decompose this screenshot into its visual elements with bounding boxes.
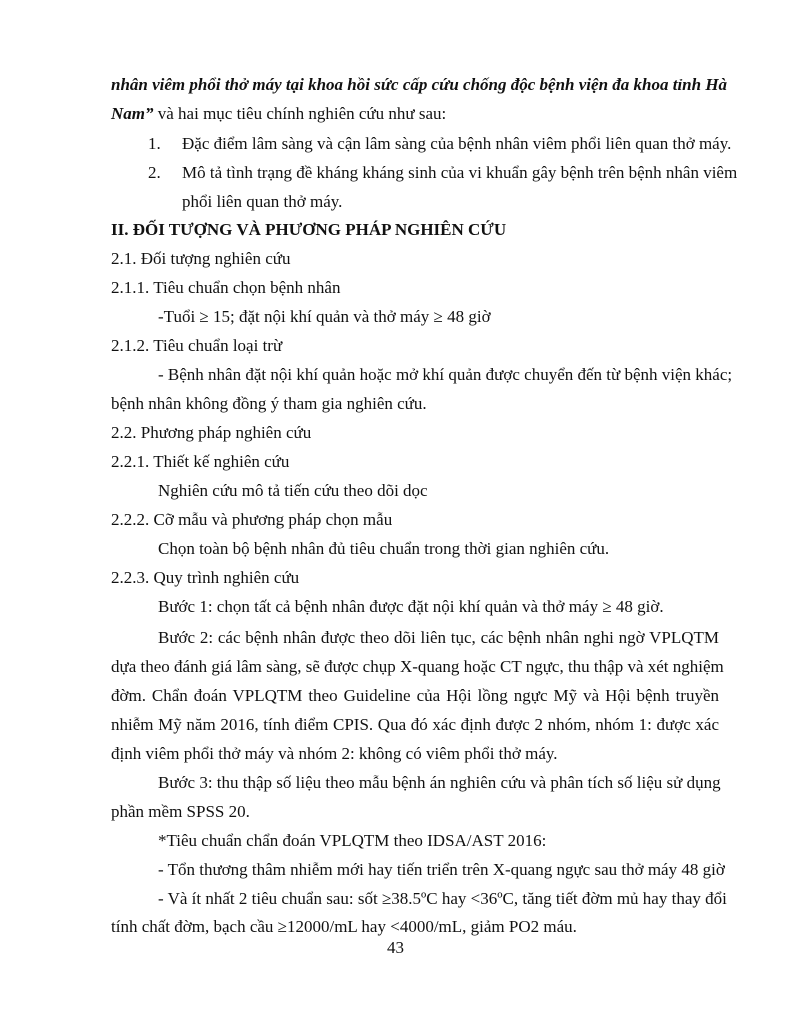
step-2-line-2: dựa theo đánh giá lâm sàng, sẽ được chụp X-quang hoặc CT ngực, thu thập và xét nghiệm bbox=[111, 657, 724, 676]
text-2-2-1: Nghiên cứu mô tả tiến cứu theo dõi dọc bbox=[158, 481, 428, 500]
objective-1-number: 1. bbox=[148, 134, 161, 153]
page-number: 43 bbox=[387, 938, 404, 957]
text-2-1-1: -Tuổi ≥ 15; đặt nội khí quản và thở máy ≥ 48 giờ bbox=[158, 307, 491, 326]
criteria-2-line-1: - Và ít nhất 2 tiêu chuẩn sau: sốt ≥38.5ºC hay <36ºC, tăng tiết đờm mủ hay thay đổi bbox=[158, 889, 727, 908]
objective-1-text: Đặc điểm lâm sàng và cận lâm sàng của bệnh nhân viêm phổi liên quan thở máy. bbox=[182, 134, 732, 153]
intro-line-2-rest: và hai mục tiêu chính nghiên cứu như sau: bbox=[153, 104, 447, 123]
step-2-line-1: Bước 2: các bệnh nhân được theo dõi liên tục, các bệnh nhân nghi ngờ VPLQTM bbox=[158, 628, 719, 647]
intro-line-2 bbox=[111, 103, 446, 125]
text-2-1-2-line-2: bệnh nhân không đồng ý tham gia nghiên cứu. bbox=[111, 394, 427, 413]
intro-line-2-italic: Nam” bbox=[111, 104, 154, 123]
heading-2-2-1: 2.2.1. Thiết kế nghiên cứu bbox=[111, 452, 290, 471]
step-1: Bước 1: chọn tất cả bệnh nhân được đặt nội khí quản và thở máy ≥ 48 giờ. bbox=[158, 597, 664, 616]
section-heading: II. ĐỐI TƯỢNG VÀ PHƯƠNG PHÁP NGHIÊN CỨU bbox=[111, 220, 507, 239]
step-2-line-3: đờm. Chẩn đoán VPLQTM theo Guideline của Hội lồng ngực Mỹ và Hội bệnh truyền bbox=[111, 686, 719, 705]
heading-2-2: 2.2. Phương pháp nghiên cứu bbox=[111, 423, 312, 442]
intro-line-1: nhân viêm phổi thở máy tại khoa hồi sức cấp cứu chống độc bệnh viện đa khoa tỉnh Hà bbox=[111, 75, 728, 94]
objective-1 bbox=[148, 133, 731, 155]
step-2-line-4: nhiễm Mỹ năm 2016, tính điểm CPIS. Qua đó xác định được 2 nhóm, nhóm 1: được xác bbox=[111, 715, 719, 734]
step-3-line-2: phần mềm SPSS 20. bbox=[111, 802, 250, 821]
text-2-2-2: Chọn toàn bộ bệnh nhân đủ tiêu chuẩn trong thời gian nghiên cứu. bbox=[158, 539, 610, 558]
heading-2-1: 2.1. Đối tượng nghiên cứu bbox=[111, 249, 291, 268]
step-3-line-1: Bước 3: thu thập số liệu theo mẫu bệnh án nghiên cứu và phân tích số liệu sử dụng bbox=[158, 773, 721, 792]
objective-2-number: 2. bbox=[148, 163, 161, 182]
criteria-title: *Tiêu chuẩn chẩn đoán VPLQTM theo IDSA/AST 2016: bbox=[158, 831, 547, 850]
objective-2-cont: phổi liên quan thở máy. bbox=[182, 192, 343, 211]
criteria-1: - Tổn thương thâm nhiễm mới hay tiến triển trên X-quang ngực sau thở máy 48 giờ bbox=[158, 860, 725, 879]
heading-2-1-1: 2.1.1. Tiêu chuẩn chọn bệnh nhân bbox=[111, 278, 341, 297]
text-2-1-2-line-1: - Bệnh nhân đặt nội khí quản hoặc mở khí quản được chuyển đến từ bệnh viện khác; bbox=[158, 365, 733, 384]
step-2-line-5: định viêm phổi thở máy và nhóm 2: không có viêm phổi thở máy. bbox=[111, 744, 558, 763]
heading-2-2-2: 2.2.2. Cỡ mẫu và phương pháp chọn mẫu bbox=[111, 510, 393, 529]
heading-2-2-3: 2.2.3. Quy trình nghiên cứu bbox=[111, 568, 300, 587]
objective-2-text: Mô tả tình trạng đề kháng kháng sinh của vi khuẩn gây bệnh trên bệnh nhân viêm bbox=[182, 163, 738, 182]
objective-2 bbox=[148, 162, 737, 184]
heading-2-1-2: 2.1.2. Tiêu chuẩn loại trừ bbox=[111, 336, 283, 355]
criteria-2-line-2: tính chất đờm, bạch cầu ≥12000/mL hay <4000/mL, giảm PO2 máu. bbox=[111, 917, 577, 936]
